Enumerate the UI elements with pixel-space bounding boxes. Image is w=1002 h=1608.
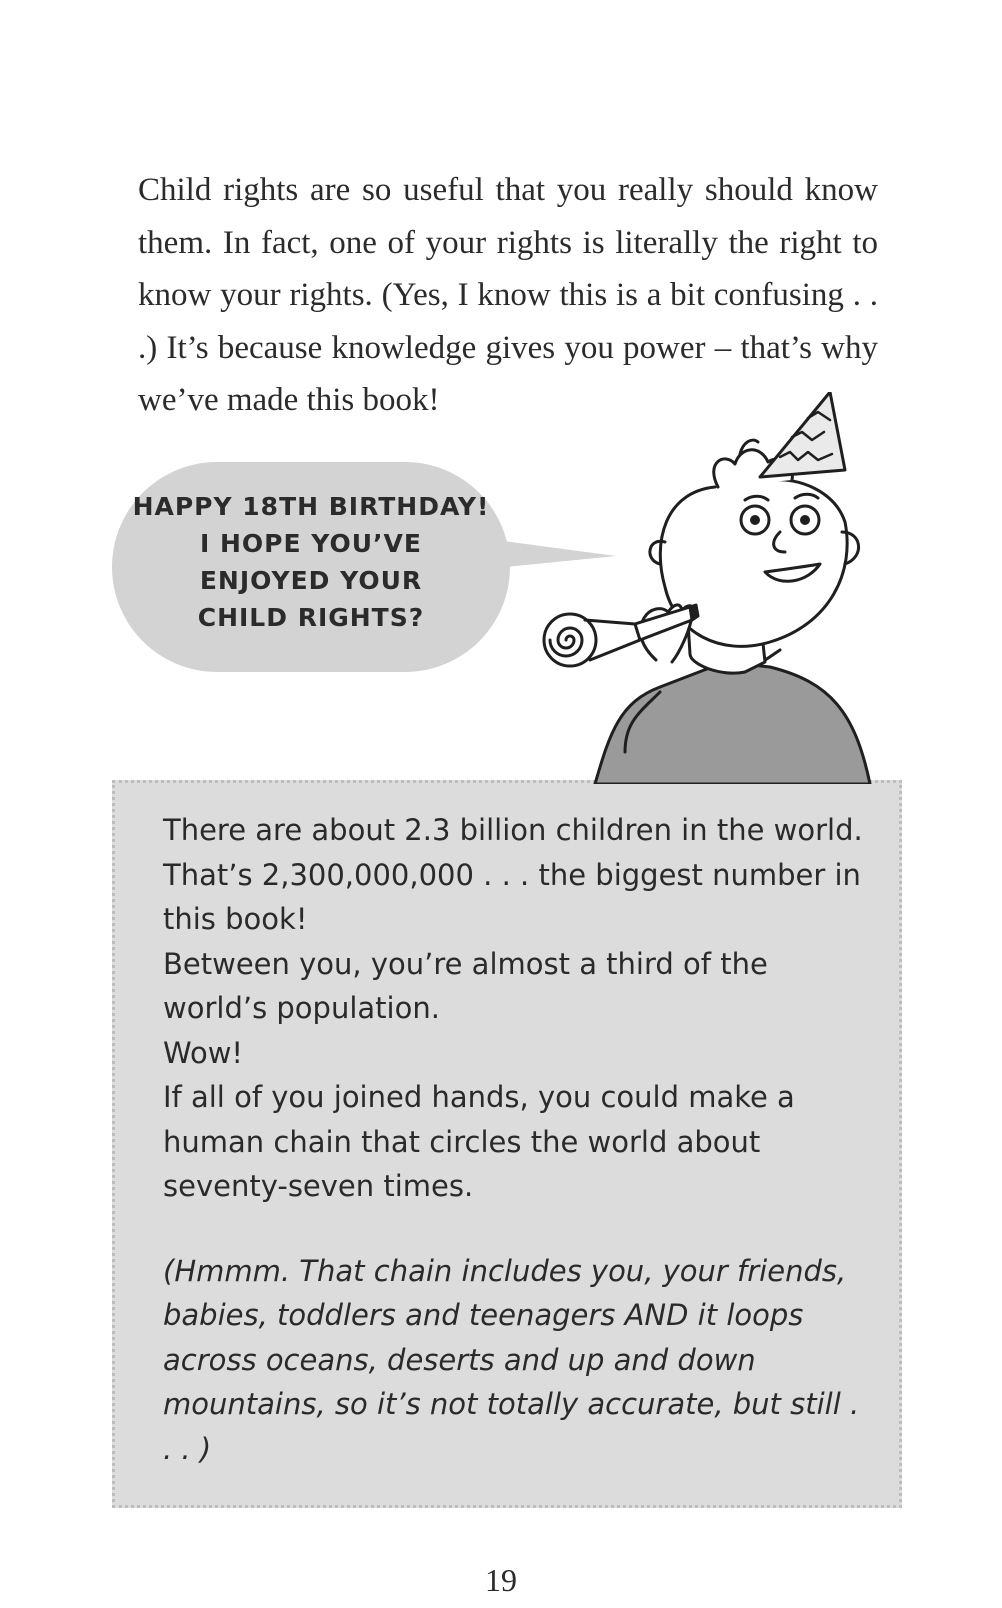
speech-line: ENJOYED YOUR [199,566,423,595]
page-number: 19 [485,1562,517,1598]
info-box-text [163,808,863,1471]
info-paragraph: Between you, you’re almost a third of the world’s population. [163,946,768,1025]
party-boy-illustration [540,392,910,784]
speech-line: I HOPE YOU’VE [200,529,422,558]
info-paragraph: If all of you joined hands, you could make a human chain that circles the world about seventy-seven times. [163,1080,795,1203]
speech-line: HAPPY 18TH BIRTHDAY! [132,492,490,521]
speech-line: CHILD RIGHTS? [197,603,425,632]
info-note: (Hmmm. That chain includes you, your friends, babies, toddlers and teenagers AND it loops across oceans, deserts and up and down mountains, so it’s not totally accurate, but still . . . ) [163,1253,860,1466]
info-paragraph: There are about 2.3 billion children in the world. That’s 2,300,000,000 . . . the biggest number in this book! [163,813,863,936]
intro-paragraph: Child rights are so useful that you really should know them. In fact, one of your rights is literally the right to know your rights. (Yes, I know this is a bit confusing . . .) It’s because knowledge gives you power – that’s why we’ve made this book! [138,172,878,418]
info-paragraph: Wow! [163,1035,244,1070]
speech-bubble-text [112,488,510,636]
